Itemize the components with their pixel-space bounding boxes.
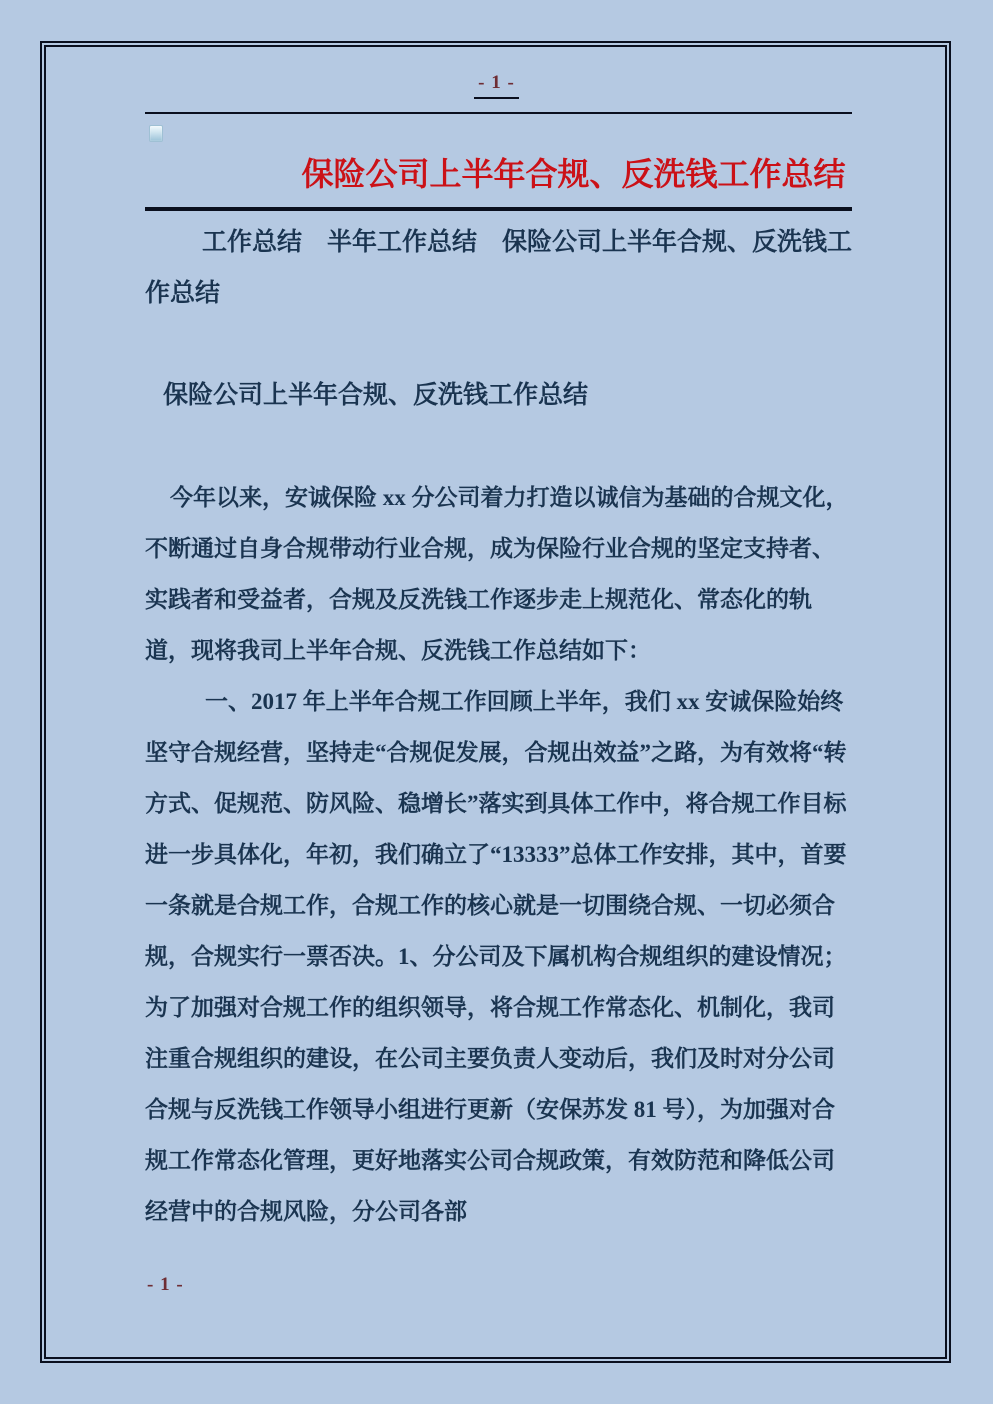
body-paragraph: 今年以来，安诚保险 xx 分公司着力打造以诚信为基础的合规文化，不断通过自身合规带动行业合规，成为保险行业合规的坚定支持者、实践者和受益者，合规及反洗钱工作逐步走上规范化、常态化的轨道，现将我司上半年合规、反洗钱工作总结如下： bbox=[145, 485, 849, 663]
footer-page-number: - 1 - bbox=[147, 1274, 184, 1295]
body-paragraph: 一、2017 年上半年合规工作回顾上半年，我们 xx 安诚保险始终坚守合规经营，坚持走“合规促发展，合规出效益”之路，为有效将“转方式、促规范、防风险、稳增长”落实到具体工作中，将合规工作目标进一步具体化，年初，我们确立了“13333”总体工作安排，其中，首要一条就是合规工作，合规工作的核心就是一切围绕合规、一切必须合规，合规实行一票否决。1、分公司及下属机构合规组织的建设情况；为了加强对合规工作的组织领导，将合规工作常态化、机制化，我司注重合规组织的建设，在公司主要负责人变动后，我们及时对分公司合规与反洗钱工作领导小组进行更新（安保苏发 81 号），为加强对合规工作常态化管理，更好地落实公司合规政策，有效防范和降低公司经营中的合规风险，分公司各部 bbox=[145, 689, 847, 1224]
document-title: 保险公司上半年合规、反洗钱工作总结 bbox=[301, 156, 846, 192]
header-rule-line bbox=[145, 112, 852, 114]
header-page-number-text: - 1 - bbox=[474, 72, 519, 99]
document-body bbox=[145, 217, 854, 1237]
header-page-number bbox=[0, 72, 993, 99]
title-double-rule bbox=[145, 207, 852, 211]
section-heading: 保险公司上半年合规、反洗钱工作总结 bbox=[163, 382, 589, 409]
embedded-object-icon bbox=[149, 125, 163, 142]
tags-line: 工作总结 半年工作总结 保险公司上半年合规、反洗钱工作总结 bbox=[145, 229, 853, 307]
